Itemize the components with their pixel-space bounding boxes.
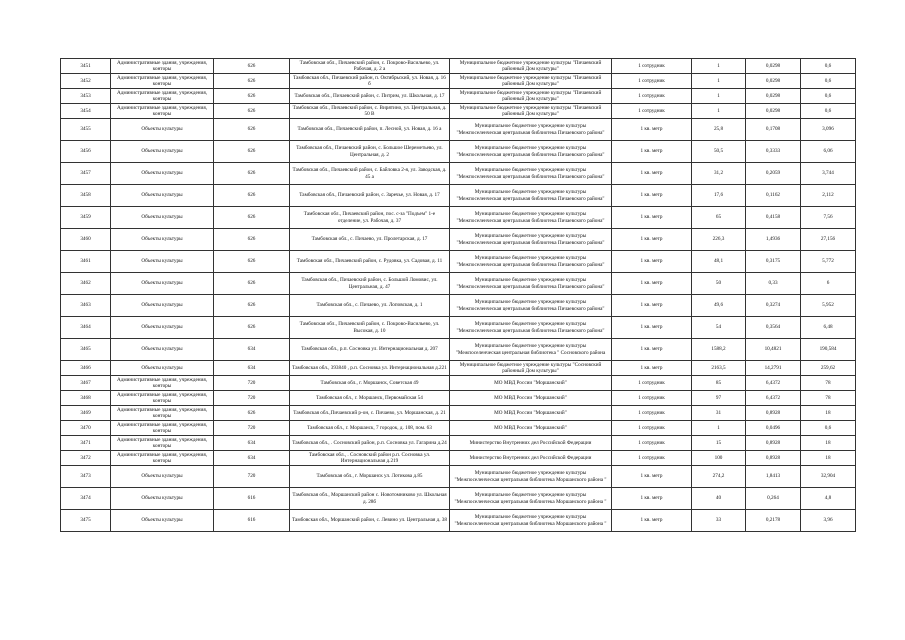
cell-num: 3474: [61, 488, 111, 510]
cell-org: Муниципальное бюджетное учреждение культуры "Межпоселенческая центральная библиотека Пичаевского района": [450, 141, 612, 163]
cell-code: 626: [214, 207, 290, 229]
cell-vol: 0,6: [801, 59, 856, 74]
cell-type: Административные здания, учреждения, конторы: [111, 376, 214, 391]
cell-code: 626: [214, 317, 290, 339]
cell-num: 3469: [61, 406, 111, 421]
cell-type: Административные здания, учреждения, конторы: [111, 74, 214, 89]
cell-num: 3459: [61, 207, 111, 229]
cell-qty: 33: [692, 510, 746, 532]
cell-code: 634: [214, 361, 290, 376]
cell-num: 3461: [61, 251, 111, 273]
cell-type: Объекты культуры: [111, 141, 214, 163]
cell-num: 3460: [61, 229, 111, 251]
cell-org: Муниципальное бюджетное учреждение культуры "Межпоселенческая центральная библиотека Моршанского района ": [450, 466, 612, 488]
cell-qty: 1: [692, 74, 746, 89]
cell-qty: 1: [692, 421, 746, 436]
cell-org: Министерство Внутренних дел Российской Федерации: [450, 451, 612, 466]
cell-address: Тамбовская обл., Пичаевский район, с. Большой Ломовис, ул. Центральная, д. 47: [290, 273, 450, 295]
cell-num: 3468: [61, 391, 111, 406]
cell-org: Муниципальное бюджетное учреждение культуры "Межпоселенческая центральная библиотека Пичаевского района": [450, 185, 612, 207]
cell-org: Муниципальное бюджетное учреждение культуры "Межпоселенческая центральная библиотека Пичаевского района": [450, 251, 612, 273]
cell-num: 3453: [61, 89, 111, 104]
cell-norm: 0,2059: [746, 163, 801, 185]
cell-unit: 1 кв. метр: [612, 141, 692, 163]
table-row: [61, 376, 856, 391]
cell-num: 3473: [61, 466, 111, 488]
cell-address: Тамбовская обл., Пичаевский район, с. Заречье, ул. Новая, д. 17: [290, 185, 450, 207]
cell-vol: 0,6: [801, 421, 856, 436]
table-row: [61, 163, 856, 185]
cell-type: Объекты культуры: [111, 295, 214, 317]
table-row: [61, 510, 856, 532]
cell-unit: 1 сотрудник: [612, 451, 692, 466]
cell-type: Объекты культуры: [111, 317, 214, 339]
cell-type: Административные здания, учреждения, конторы: [111, 59, 214, 74]
table-row: [61, 141, 856, 163]
cell-code: 634: [214, 339, 290, 361]
cell-code: 616: [214, 488, 290, 510]
cell-address: Тамбовская обл., г. Моршанск, Первомайская 54: [290, 391, 450, 406]
cell-num: 3457: [61, 163, 111, 185]
cell-num: 3466: [61, 361, 111, 376]
cell-type: Объекты культуры: [111, 185, 214, 207]
cell-norm: 1,8413: [746, 466, 801, 488]
cell-code: 626: [214, 104, 290, 119]
cell-unit: 1 кв. метр: [612, 229, 692, 251]
cell-type: Объекты культуры: [111, 488, 214, 510]
cell-norm: 6,4372: [746, 391, 801, 406]
cell-norm: 0,0298: [746, 104, 801, 119]
cell-code: 720: [214, 466, 290, 488]
cell-num: 3471: [61, 436, 111, 451]
table-row: [61, 391, 856, 406]
cell-vol: 2,112: [801, 185, 856, 207]
cell-org: Муниципальное бюджетное учреждение культуры "Межпоселенческая центральная библиотека Пичаевского района": [450, 295, 612, 317]
cell-org: Муниципальное бюджетное учреждение культуры "Пичаевский районный Дом культуры": [450, 74, 612, 89]
cell-norm: 0,4158: [746, 207, 801, 229]
cell-type: Административные здания, учреждения, конторы: [111, 451, 214, 466]
cell-code: 626: [214, 273, 290, 295]
cell-num: 3454: [61, 104, 111, 119]
cell-unit: 1 кв. метр: [612, 510, 692, 532]
cell-code: 626: [214, 74, 290, 89]
cell-num: 3455: [61, 119, 111, 141]
cell-unit: 1 сотрудник: [612, 391, 692, 406]
cell-norm: 0,2178: [746, 510, 801, 532]
cell-qty: 1: [692, 104, 746, 119]
cell-code: 626: [214, 295, 290, 317]
cell-type: Объекты культуры: [111, 119, 214, 141]
cell-vol: 78: [801, 391, 856, 406]
cell-qty: 85: [692, 376, 746, 391]
cell-address: Тамбовская обл., Пичаевский район, п. Октябрьский, ул. Новая, д. 16 б: [290, 74, 450, 89]
cell-num: 3475: [61, 510, 111, 532]
cell-unit: 1 кв. метр: [612, 361, 692, 376]
cell-num: 3456: [61, 141, 111, 163]
cell-type: Объекты культуры: [111, 510, 214, 532]
cell-code: 626: [214, 163, 290, 185]
cell-address: Тамбовская обл., Моршанский район, с. Левино ул. Центральная д. 38: [290, 510, 450, 532]
cell-unit: 1 сотрудник: [612, 59, 692, 74]
cell-code: 720: [214, 376, 290, 391]
cell-norm: 0,3175: [746, 251, 801, 273]
cell-qty: 31,2: [692, 163, 746, 185]
cell-unit: 1 сотрудник: [612, 421, 692, 436]
cell-unit: 1 кв. метр: [612, 207, 692, 229]
cell-type: Объекты культуры: [111, 466, 214, 488]
cell-code: 626: [214, 89, 290, 104]
cell-qty: 1: [692, 59, 746, 74]
table-row: [61, 119, 856, 141]
table-row: [61, 229, 856, 251]
cell-norm: 0,264: [746, 488, 801, 510]
table-row: [61, 59, 856, 74]
cell-unit: 1 кв. метр: [612, 295, 692, 317]
cell-vol: 259,62: [801, 361, 856, 376]
cell-address: Тамбовская обл., Моршанский район с. Новотомниково ул. Школьная д. 28б: [290, 488, 450, 510]
cell-code: 616: [214, 510, 290, 532]
table-row: [61, 339, 856, 361]
cell-type: Объекты культуры: [111, 339, 214, 361]
cell-org: Муниципальное бюджетное учреждение культуры "Пичаевский районный Дом культуры": [450, 59, 612, 74]
cell-norm: 0,8928: [746, 451, 801, 466]
cell-num: 3465: [61, 339, 111, 361]
cell-org: Муниципальное бюджетное учреждение культуры "Межпоселенческая центральная библиотека Пичаевского района": [450, 207, 612, 229]
cell-qty: 65: [692, 207, 746, 229]
cell-unit: 1 сотрудник: [612, 436, 692, 451]
cell-org: МО МВД России "Моршанский": [450, 406, 612, 421]
cell-address: Тамбовская обл., р.п. Сосновка ул. Интернациональная д. 207: [290, 339, 450, 361]
cell-vol: 6,06: [801, 141, 856, 163]
cell-address: Тамбовская обл., Пичаевский район, п. Лесной, ул. Новая, д. 16 а: [290, 119, 450, 141]
cell-address: Тамбовская обл., с. Пичаево, ул. Пролетарская, д. 17: [290, 229, 450, 251]
cell-norm: 1,4936: [746, 229, 801, 251]
table-row: [61, 104, 856, 119]
cell-address: Тамбовская обл., г. Моршанск, Советская 49: [290, 376, 450, 391]
cell-address: Тамбовская обл., 393840 , р.п. Сосновка ул. Интернациональная д.221: [290, 361, 450, 376]
table-row: [61, 89, 856, 104]
cell-org: Муниципальное бюджетное учреждение культуры "Межпоселенческая центральная библиотека Пичаевского района": [450, 229, 612, 251]
cell-unit: 1 сотрудник: [612, 406, 692, 421]
cell-address: Тамбовская обл., Пичаевский район, с. Байловка 2-я, ул. Заводская, д. 45 а: [290, 163, 450, 185]
cell-num: 3462: [61, 273, 111, 295]
cell-unit: 1 сотрудник: [612, 104, 692, 119]
cell-type: Объекты культуры: [111, 273, 214, 295]
cell-unit: 1 кв. метр: [612, 273, 692, 295]
cell-address: Тамбовская обл., г. Моршанск, 7 городок, д. 108, пом. 63: [290, 421, 450, 436]
table-row: [61, 317, 856, 339]
cell-address: Тамбовская обл., . Сосновский район р.п. Сосновка ул. Интернациональная д.219: [290, 451, 450, 466]
cell-code: 626: [214, 59, 290, 74]
cell-qty: 100: [692, 451, 746, 466]
cell-qty: 50: [692, 273, 746, 295]
table-row: [61, 74, 856, 89]
table-row: [61, 466, 856, 488]
table-row: [61, 207, 856, 229]
cell-num: 3467: [61, 376, 111, 391]
cell-type: Объекты культуры: [111, 361, 214, 376]
cell-norm: 0,0298: [746, 59, 801, 74]
cell-norm: 6,4372: [746, 376, 801, 391]
cell-address: Тамбовская обл., Пичаевский район, с. Покрово-Васильево, ул. Рабочая, д. 2 а: [290, 59, 450, 74]
cell-norm: 10,4821: [746, 339, 801, 361]
cell-qty: 226,3: [692, 229, 746, 251]
cell-qty: 50,5: [692, 141, 746, 163]
objects-table: [60, 58, 856, 532]
cell-norm: 14,2791: [746, 361, 801, 376]
cell-norm: 0,33: [746, 273, 801, 295]
cell-unit: 1 кв. метр: [612, 119, 692, 141]
cell-type: Административные здания, учреждения, конторы: [111, 421, 214, 436]
cell-qty: 31: [692, 406, 746, 421]
cell-norm: 0,3333: [746, 141, 801, 163]
table-row: [61, 251, 856, 273]
cell-vol: 3,96: [801, 510, 856, 532]
cell-address: Тамбовская обл., Пичаевский район, с. Вирятино, ул. Центральная, д. 50 В: [290, 104, 450, 119]
cell-address: Тамбовская обл., с. Пичаево, ул. Лоповская, д. 1: [290, 295, 450, 317]
cell-qty: 54: [692, 317, 746, 339]
cell-unit: 1 кв. метр: [612, 251, 692, 273]
table-row: [61, 436, 856, 451]
cell-qty: 2163,5: [692, 361, 746, 376]
cell-norm: 0,0298: [746, 89, 801, 104]
cell-address: Тамбовская обл., г. Моршанск ул. Лотикова д.85: [290, 466, 450, 488]
cell-qty: 15: [692, 436, 746, 451]
cell-vol: 3,744: [801, 163, 856, 185]
cell-code: 626: [214, 229, 290, 251]
cell-address: Тамбовская обл., Пичаевский район, с. Питрим, ул. Школьная, д. 17: [290, 89, 450, 104]
cell-qty: 97: [692, 391, 746, 406]
cell-org: Муниципальное бюджетное учреждение культуры "Пичаевский районный Дом культуры": [450, 89, 612, 104]
cell-norm: 0,3274: [746, 295, 801, 317]
cell-org: Муниципальное бюджетное учреждение культуры "Межпоселенческая центральная библиотека Пичаевского района": [450, 273, 612, 295]
cell-qty: 17,6: [692, 185, 746, 207]
cell-unit: 1 кв. метр: [612, 339, 692, 361]
cell-type: Объекты культуры: [111, 207, 214, 229]
cell-address: Тамбовская обл., Пичаевский район, с. Большое Шереметьево, ул. Центральная, д. 2: [290, 141, 450, 163]
cell-vol: 6: [801, 273, 856, 295]
cell-address: Тамбовская обл., Пичаевский район, с. Покрово-Васильево, ул. Высокая, д. 10: [290, 317, 450, 339]
cell-vol: 190,584: [801, 339, 856, 361]
cell-type: Административные здания, учреждения, конторы: [111, 391, 214, 406]
cell-vol: 18: [801, 451, 856, 466]
table-body: [61, 59, 856, 532]
cell-vol: 0,6: [801, 89, 856, 104]
cell-code: 626: [214, 251, 290, 273]
cell-code: 626: [214, 185, 290, 207]
cell-qty: 274,2: [692, 466, 746, 488]
cell-address: Тамбовская обл., Пичаевский район, пос. с-за "Подъем" 1-е отделение, ул. Рабочая, д. 37: [290, 207, 450, 229]
cell-type: Административные здания, учреждения, конторы: [111, 104, 214, 119]
cell-norm: 0,1162: [746, 185, 801, 207]
cell-unit: 1 кв. метр: [612, 185, 692, 207]
cell-org: Муниципальное бюджетное учреждение культуры "Межпоселенческая центральная библиотека Моршанского района ": [450, 510, 612, 532]
cell-vol: 18: [801, 406, 856, 421]
table-row: [61, 488, 856, 510]
cell-org: МО МВД России "Моршанский": [450, 421, 612, 436]
cell-code: 626: [214, 119, 290, 141]
cell-code: 626: [214, 141, 290, 163]
cell-vol: 78: [801, 376, 856, 391]
document-page: [60, 58, 855, 532]
cell-num: 3464: [61, 317, 111, 339]
cell-num: 3458: [61, 185, 111, 207]
cell-org: Министерство Внутренних дел Российской Федерации: [450, 436, 612, 451]
cell-code: 634: [214, 436, 290, 451]
cell-num: 3451: [61, 59, 111, 74]
cell-unit: 1 кв. метр: [612, 466, 692, 488]
cell-org: Муниципальное бюджетное учреждение культуры "Сосновский районный Дом культуры": [450, 361, 612, 376]
table-row: [61, 185, 856, 207]
cell-qty: 40: [692, 488, 746, 510]
cell-address: Тамбовская обл., Пичаевский район, с. Рудовка, ул. Садовая, д. 11: [290, 251, 450, 273]
cell-norm: 0,8928: [746, 406, 801, 421]
cell-qty: 1: [692, 89, 746, 104]
cell-type: Административные здания, учреждения, конторы: [111, 436, 214, 451]
table-row: [61, 273, 856, 295]
cell-unit: 1 сотрудник: [612, 74, 692, 89]
table-row: [61, 421, 856, 436]
cell-address: Тамбовская обл.,Пичаевский р-он, с. Пичаево, ул. Моршанская, д. 21: [290, 406, 450, 421]
cell-org: Муниципальное бюджетное учреждение культуры "Межпоселенческая центральная библиотека Пичаевского района": [450, 317, 612, 339]
cell-code: 634: [214, 451, 290, 466]
cell-qty: 49,6: [692, 295, 746, 317]
cell-num: 3452: [61, 74, 111, 89]
cell-type: Объекты культуры: [111, 251, 214, 273]
cell-org: Муниципальное бюджетное учреждение культуры "Межпоселенческая центральная библиотека Пичаевского района": [450, 119, 612, 141]
cell-qty: 48,1: [692, 251, 746, 273]
cell-unit: 1 сотрудник: [612, 89, 692, 104]
cell-vol: 5,772: [801, 251, 856, 273]
cell-norm: 0,0496: [746, 421, 801, 436]
cell-num: 3472: [61, 451, 111, 466]
cell-org: МО МВД России "Моршанский": [450, 391, 612, 406]
cell-num: 3463: [61, 295, 111, 317]
table-row: [61, 295, 856, 317]
cell-norm: 0,3564: [746, 317, 801, 339]
cell-vol: 7,56: [801, 207, 856, 229]
cell-vol: 0,6: [801, 104, 856, 119]
cell-norm: 0,8928: [746, 436, 801, 451]
cell-type: Административные здания, учреждения, конторы: [111, 406, 214, 421]
cell-code: 720: [214, 391, 290, 406]
cell-vol: 4,8: [801, 488, 856, 510]
cell-qty: 1588,2: [692, 339, 746, 361]
cell-code: 626: [214, 406, 290, 421]
cell-type: Объекты культуры: [111, 163, 214, 185]
cell-org: Муниципальное бюджетное учреждение культуры "Межпоселенческая центральная библиотека Моршанского района ": [450, 488, 612, 510]
cell-vol: 3,096: [801, 119, 856, 141]
table-row: [61, 406, 856, 421]
cell-unit: 1 кв. метр: [612, 488, 692, 510]
cell-norm: 0,1708: [746, 119, 801, 141]
cell-vol: 0,6: [801, 74, 856, 89]
cell-org: Муниципальное бюджетное учреждение культуры "Межпоселенческая центральная библиотека " Сосновского района: [450, 339, 612, 361]
cell-norm: 0,0298: [746, 74, 801, 89]
cell-vol: 5,952: [801, 295, 856, 317]
cell-unit: 1 сотрудник: [612, 376, 692, 391]
table-row: [61, 451, 856, 466]
cell-num: 3470: [61, 421, 111, 436]
cell-vol: 32,904: [801, 466, 856, 488]
cell-vol: 27,156: [801, 229, 856, 251]
cell-org: Муниципальное бюджетное учреждение культуры "Пичаевский районный Дом культуры": [450, 104, 612, 119]
cell-org: МО МВД России "Моршанский": [450, 376, 612, 391]
cell-unit: 1 кв. метр: [612, 163, 692, 185]
cell-org: Муниципальное бюджетное учреждение культуры "Межпоселенческая центральная библиотека Пичаевского района": [450, 163, 612, 185]
cell-qty: 25,8: [692, 119, 746, 141]
cell-address: Тамбовская обл., . Сосновский район, р.п. Сосновка ул. Гагарина д.24: [290, 436, 450, 451]
cell-code: 720: [214, 421, 290, 436]
cell-unit: 1 кв. метр: [612, 317, 692, 339]
table-row: [61, 361, 856, 376]
cell-vol: 18: [801, 436, 856, 451]
cell-vol: 6,48: [801, 317, 856, 339]
cell-type: Объекты культуры: [111, 229, 214, 251]
cell-type: Административные здания, учреждения, конторы: [111, 89, 214, 104]
